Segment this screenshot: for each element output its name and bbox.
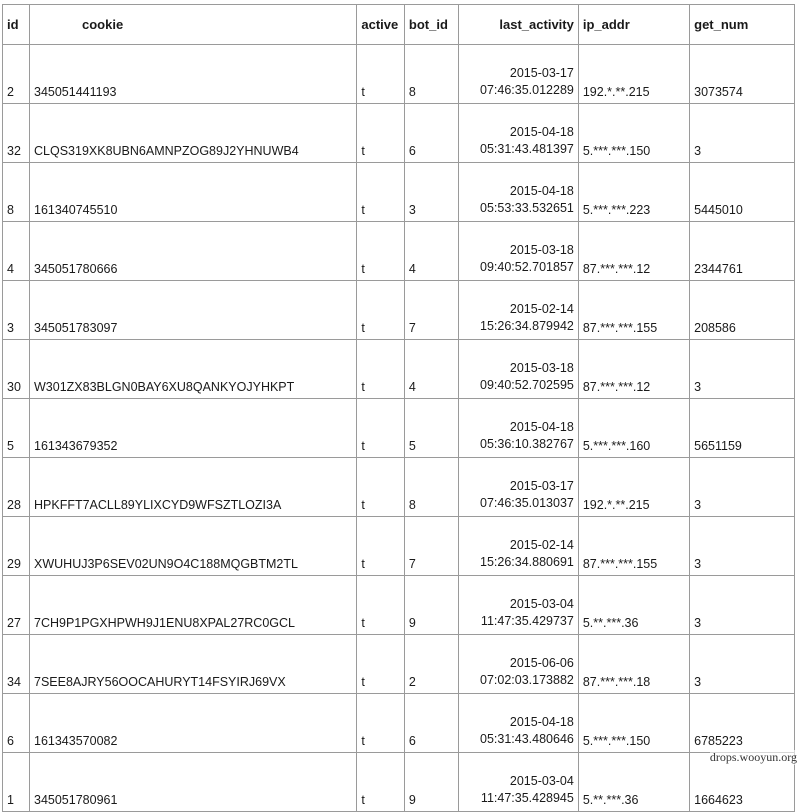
cell-bot-id: 6 [404,104,458,163]
cell-get-num: 1664623 [690,753,795,812]
cell-last-activity [458,694,578,753]
cell-last-activity [458,281,578,340]
cell-bot-id: 7 [404,517,458,576]
table-row [3,222,795,281]
cell-ip-addr: 87.***.***.155 [578,281,689,340]
last-activity-date: 2015-04-18 [509,125,574,139]
cell-last-activity [458,222,578,281]
cell-active: t [357,281,405,340]
cell-id: 1 [3,753,30,812]
cell-active: t [357,694,405,753]
last-activity-date: 2015-03-17 [509,479,574,493]
table-row [3,104,795,163]
table-row [3,694,795,753]
last-activity-time: 07:46:35.012289 [480,83,574,97]
table-row [3,163,795,222]
header-id: id [3,5,30,45]
last-activity-time: 07:46:35.013037 [480,496,574,510]
cell-last-activity [458,399,578,458]
header-get-num: get_num [690,5,795,45]
cell-last-activity [458,104,578,163]
cell-last-activity [458,576,578,635]
table-row [3,45,795,104]
last-activity-time: 09:40:52.701857 [480,260,574,274]
cell-bot-id: 4 [404,340,458,399]
last-activity-date: 2015-03-04 [509,597,574,611]
cell-get-num: 5651159 [690,399,795,458]
cell-get-num: 3 [690,104,795,163]
cell-get-num: 2344761 [690,222,795,281]
header-cookie: cookie [30,5,357,45]
cell-active: t [357,222,405,281]
cell-cookie: W301ZX83BLGN0BAY6XU8QANKYOJYHKPT [30,340,357,399]
cell-active: t [357,576,405,635]
last-activity-time: 11:47:35.429737 [480,614,574,628]
last-activity-date: 2015-03-04 [509,774,574,788]
header-row [3,5,795,45]
last-activity-date: 2015-04-18 [509,184,574,198]
cell-id: 6 [3,694,30,753]
cell-ip-addr: 5.**.***.36 [578,576,689,635]
header-bot-id: bot_id [404,5,458,45]
table-row [3,340,795,399]
cell-cookie: 345051780961 [30,753,357,812]
cell-get-num: 3 [690,458,795,517]
cell-get-num: 3 [690,635,795,694]
cell-active: t [357,45,405,104]
cell-get-num: 3073574 [690,45,795,104]
bot-records-table [2,4,795,812]
header-last-activity: last_activity [458,5,578,45]
cell-bot-id: 3 [404,163,458,222]
last-activity-date: 2015-03-18 [509,243,574,257]
cell-ip-addr: 192.*.**.215 [578,458,689,517]
cell-cookie: 161343570082 [30,694,357,753]
last-activity-date: 2015-02-14 [509,538,574,552]
cell-ip-addr: 87.***.***.155 [578,517,689,576]
cell-ip-addr: 87.***.***.12 [578,340,689,399]
cell-bot-id: 4 [404,222,458,281]
cell-id: 28 [3,458,30,517]
cell-bot-id: 5 [404,399,458,458]
cell-cookie: 7CH9P1PGXHPWH9J1ENU8XPAL27RC0GCL [30,576,357,635]
cell-ip-addr: 5.***.***.160 [578,399,689,458]
cell-id: 4 [3,222,30,281]
cell-active: t [357,517,405,576]
header-ip-addr: ip_addr [578,5,689,45]
cell-cookie: 345051780666 [30,222,357,281]
last-activity-time: 05:31:43.481397 [480,142,574,156]
cell-cookie: 161343679352 [30,399,357,458]
cell-id: 5 [3,399,30,458]
table-row [3,753,795,812]
cell-id: 27 [3,576,30,635]
cell-cookie: XWUHUJ3P6SEV02UN9O4C188MQGBTM2TL [30,517,357,576]
cell-bot-id: 8 [404,45,458,104]
cell-cookie: 7SEE8AJRY56OOCAHURYT14FSYIRJ69VX [30,635,357,694]
cell-ip-addr: 5.***.***.150 [578,104,689,163]
cell-id: 3 [3,281,30,340]
cell-id: 34 [3,635,30,694]
cell-last-activity [458,517,578,576]
cell-ip-addr: 5.**.***.36 [578,753,689,812]
cell-last-activity [458,458,578,517]
cell-get-num: 5445010 [690,163,795,222]
cell-ip-addr: 5.***.***.223 [578,163,689,222]
cell-active: t [357,635,405,694]
cell-ip-addr: 87.***.***.18 [578,635,689,694]
cell-ip-addr: 192.*.**.215 [578,45,689,104]
last-activity-date: 2015-04-18 [509,420,574,434]
last-activity-date: 2015-06-06 [509,656,574,670]
cell-last-activity [458,340,578,399]
cell-ip-addr: 5.***.***.150 [578,694,689,753]
table-row [3,458,795,517]
cell-id: 29 [3,517,30,576]
cell-ip-addr: 87.***.***.12 [578,222,689,281]
table-row [3,517,795,576]
cell-cookie: 345051441193 [30,45,357,104]
last-activity-date: 2015-04-18 [509,715,574,729]
table-row [3,635,795,694]
cell-get-num: 6785223 [690,694,795,753]
last-activity-time: 05:31:43.480646 [480,732,574,746]
cell-bot-id: 2 [404,635,458,694]
watermark: drops.wooyun.org [709,750,797,764]
last-activity-time: 15:26:34.880691 [480,555,574,569]
header-active: active [357,5,405,45]
cell-id: 2 [3,45,30,104]
cell-active: t [357,163,405,222]
last-activity-time: 09:40:52.702595 [480,378,574,392]
cell-active: t [357,104,405,163]
cell-bot-id: 9 [404,753,458,812]
cell-last-activity [458,635,578,694]
cell-active: t [357,753,405,812]
cell-cookie: 161340745510 [30,163,357,222]
last-activity-time: 07:02:03.173882 [480,673,574,687]
last-activity-date: 2015-03-17 [509,66,574,80]
last-activity-time: 11:47:35.428945 [480,791,574,805]
table-row [3,576,795,635]
cell-last-activity [458,45,578,104]
cell-id: 30 [3,340,30,399]
table-row [3,281,795,340]
table-row [3,399,795,458]
cell-active: t [357,458,405,517]
cell-last-activity [458,753,578,812]
cell-bot-id: 8 [404,458,458,517]
last-activity-time: 05:53:33.532651 [480,201,574,215]
last-activity-time: 15:26:34.879942 [480,319,574,333]
cell-get-num: 3 [690,576,795,635]
cell-cookie: 345051783097 [30,281,357,340]
cell-last-activity [458,163,578,222]
cell-id: 32 [3,104,30,163]
cell-active: t [357,340,405,399]
cell-cookie: HPKFFT7ACLL89YLIXCYD9WFSZTLOZI3A [30,458,357,517]
cell-id: 8 [3,163,30,222]
last-activity-date: 2015-02-14 [509,302,574,316]
cell-get-num: 3 [690,517,795,576]
cell-bot-id: 6 [404,694,458,753]
last-activity-date: 2015-03-18 [509,361,574,375]
cell-get-num: 208586 [690,281,795,340]
cell-bot-id: 9 [404,576,458,635]
cell-active: t [357,399,405,458]
cell-bot-id: 7 [404,281,458,340]
last-activity-time: 05:36:10.382767 [480,437,574,451]
cell-get-num: 3 [690,340,795,399]
cell-cookie: CLQS319XK8UBN6AMNPZOG89J2YHNUWB4 [30,104,357,163]
